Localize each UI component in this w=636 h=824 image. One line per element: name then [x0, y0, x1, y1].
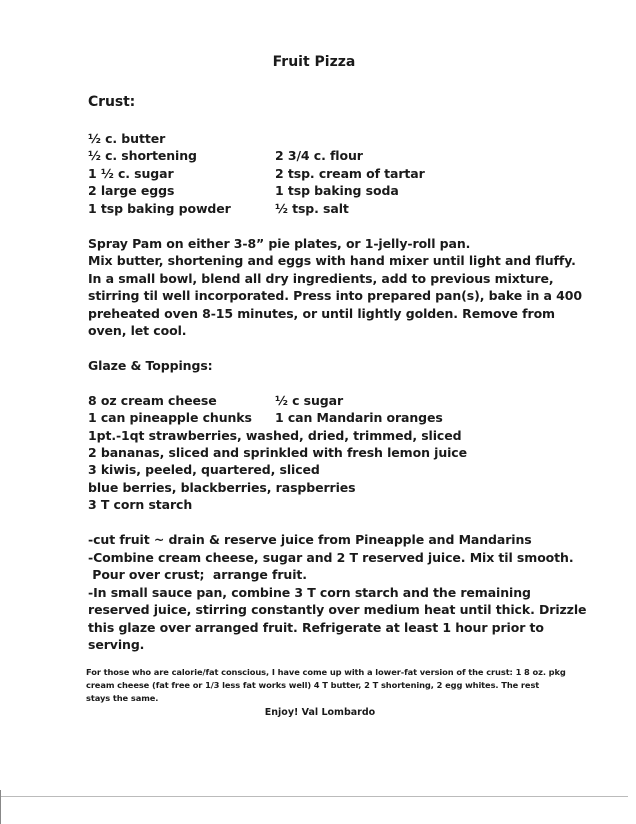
footnote-line: stays the same. [86, 693, 159, 703]
ingredient: ½ tsp. salt [275, 201, 349, 216]
glaze-instruction: Pour over crust; arrange fruit. [88, 567, 307, 582]
glaze-heading: Glaze & Toppings: [88, 358, 213, 373]
page-edge [0, 796, 628, 797]
ingredient: ½ c. shortening [88, 148, 197, 163]
crust-instruction: Mix butter, shortening and eggs with hand mixer until light and fluffy. [88, 253, 576, 268]
topping: blue berries, blackberries, raspberries [88, 480, 356, 495]
topping: ½ c sugar [275, 393, 344, 408]
page-edge [0, 790, 1, 824]
topping: 3 T corn starch [88, 497, 193, 512]
crust-instruction: Spray Pam on either 3-8” pie plates, or 1-jelly-roll pan. [88, 236, 471, 251]
ingredient: 2 tsp. cream of tartar [275, 166, 425, 181]
glaze-instruction: this glaze over arranged fruit. Refrigerate at least 1 hour prior to [88, 620, 544, 635]
glaze-instruction: -cut fruit ~ drain & reserve juice from Pineapple and Mandarins [88, 532, 532, 547]
ingredient: ½ c. butter [88, 131, 166, 146]
glaze-instruction: serving. [88, 637, 145, 652]
topping: 8 oz cream cheese [88, 393, 217, 408]
crust-instruction: In a small bowl, blend all dry ingredients, add to previous mixture, [88, 271, 554, 286]
ingredient: 2 large eggs [88, 183, 175, 198]
footnote-line: cream cheese (fat free or 1/3 less fat works well) 4 T butter, 2 T shortening, 2 egg whites. The rest [86, 680, 540, 690]
ingredient: 1 tsp baking powder [88, 201, 231, 216]
crust-instruction: oven, let cool. [88, 323, 187, 338]
crust-instruction: stirring til well incorporated. Press into prepared pan(s), bake in a 400 [88, 288, 582, 303]
ingredient: 1 ½ c. sugar [88, 166, 174, 181]
glaze-instruction: -In small sauce pan, combine 3 T corn starch and the remaining [88, 585, 531, 600]
topping: 3 kiwis, peeled, quartered, sliced [88, 462, 320, 477]
glaze-instruction: -Combine cream cheese, sugar and 2 T reserved juice. Mix til smooth. [88, 550, 574, 565]
footnote-line: For those who are calorie/fat conscious, I have come up with a lower-fat version of the crust: 1 8 oz. pkg [86, 667, 566, 677]
crust-heading: Crust: [88, 94, 136, 110]
topping: 2 bananas, sliced and sprinkled with fresh lemon juice [88, 445, 467, 460]
topping: 1 can Mandarin oranges [275, 410, 443, 425]
signoff: Enjoy! Val Lombardo [264, 707, 376, 718]
topping: 1pt.-1qt strawberries, washed, dried, trimmed, sliced [88, 428, 462, 443]
topping: 1 can pineapple chunks [88, 410, 252, 425]
glaze-instruction: reserved juice, stirring constantly over medium heat until thick. Drizzle [88, 602, 587, 617]
ingredient: 2 3/4 c. flour [275, 148, 363, 163]
recipe-title: Fruit Pizza [272, 54, 356, 70]
ingredient: 1 tsp baking soda [275, 183, 399, 198]
crust-instruction: preheated oven 8-15 minutes, or until lightly golden. Remove from [88, 306, 555, 321]
